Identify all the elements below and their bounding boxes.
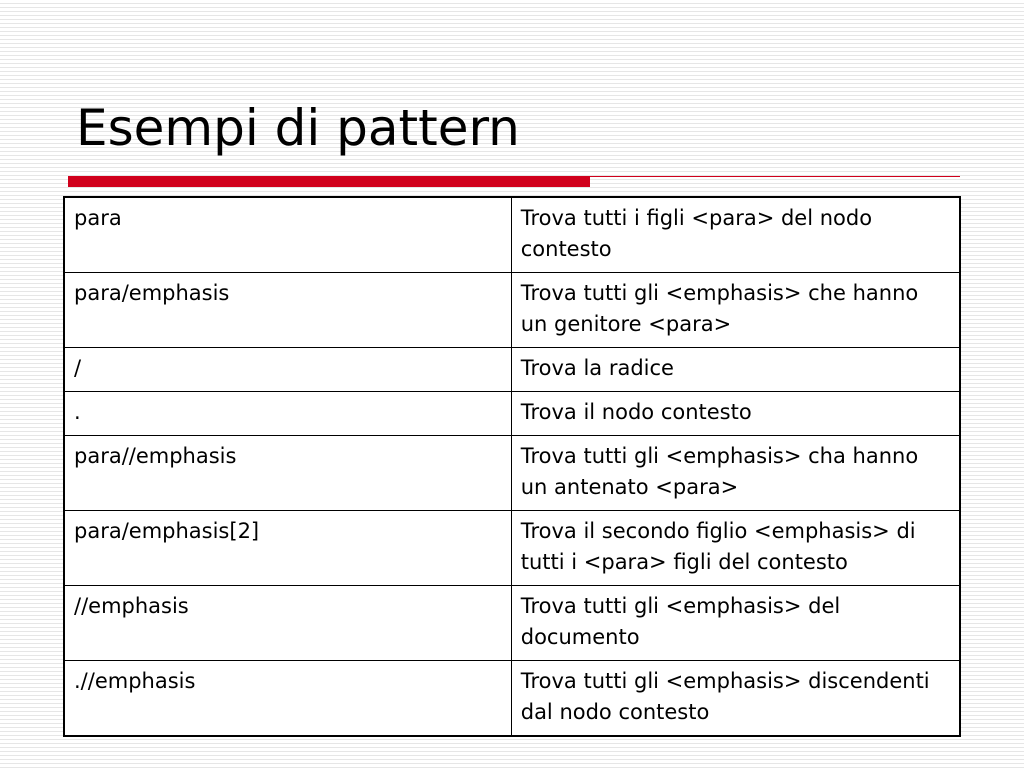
pattern-cell: para/emphasis[2] — [64, 511, 511, 586]
description-cell: Trova tutti gli <emphasis> che hanno un genitore <para> — [511, 273, 960, 348]
table-row — [64, 586, 960, 661]
pattern-table — [63, 196, 961, 737]
description-cell: Trova la radice — [511, 348, 960, 392]
table-row — [64, 348, 960, 392]
description-cell: Trova il secondo figlio <emphasis> di tutti i <para> figli del contesto — [511, 511, 960, 586]
description-cell: Trova il nodo contesto — [511, 392, 960, 436]
title-underline-bar — [68, 176, 590, 187]
pattern-cell: //emphasis — [64, 586, 511, 661]
pattern-cell: para/emphasis — [64, 273, 511, 348]
table-row — [64, 436, 960, 511]
table-row — [64, 511, 960, 586]
pattern-cell: para//emphasis — [64, 436, 511, 511]
pattern-cell: .//emphasis — [64, 661, 511, 737]
slide-title: Esempi di pattern — [76, 99, 520, 157]
description-cell: Trova tutti gli <emphasis> del documento — [511, 586, 960, 661]
pattern-cell: / — [64, 348, 511, 392]
description-cell: Trova tutti gli <emphasis> cha hanno un antenato <para> — [511, 436, 960, 511]
table-row — [64, 661, 960, 737]
table-row — [64, 197, 960, 273]
table-row — [64, 273, 960, 348]
pattern-cell: para — [64, 197, 511, 273]
table-row — [64, 392, 960, 436]
pattern-cell: . — [64, 392, 511, 436]
description-cell: Trova tutti i figli <para> del nodo contesto — [511, 197, 960, 273]
description-cell: Trova tutti gli <emphasis> discendenti dal nodo contesto — [511, 661, 960, 737]
title-underline-line — [590, 176, 960, 177]
